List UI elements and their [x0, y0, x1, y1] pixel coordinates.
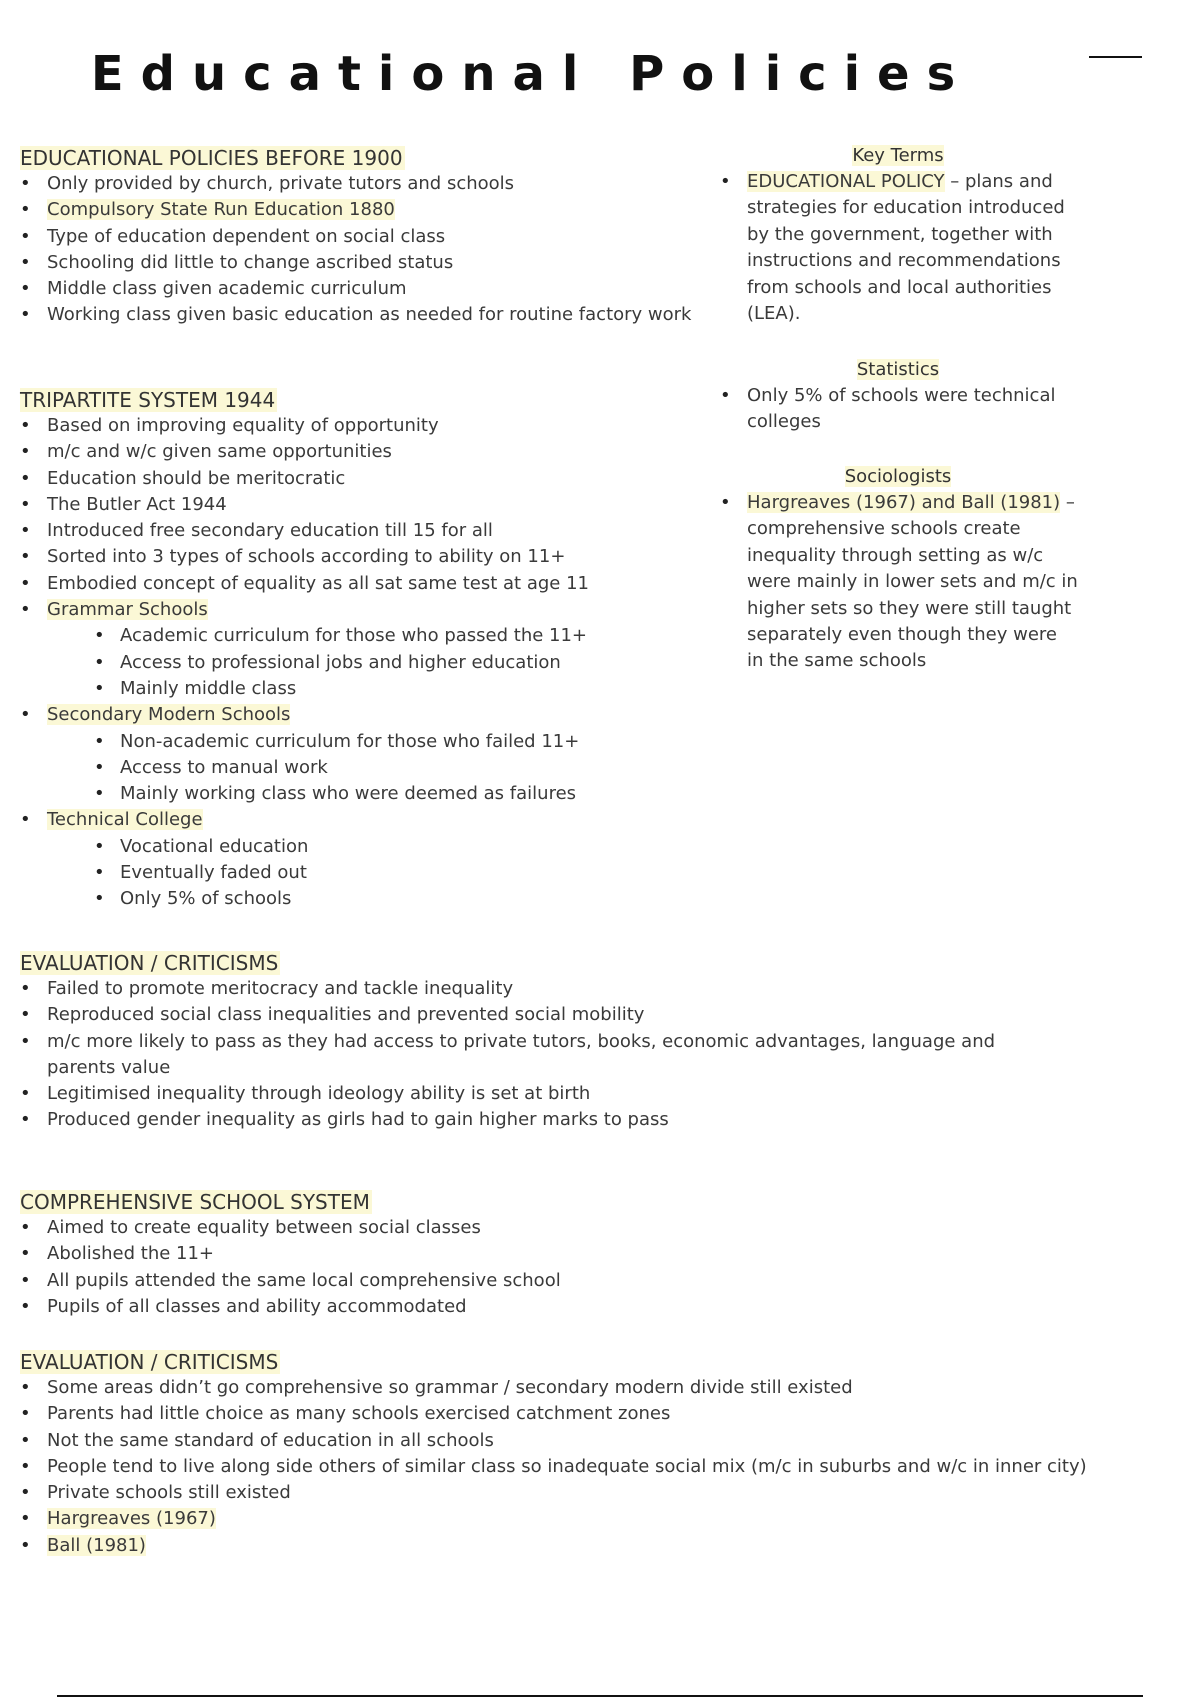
key-term-item [718, 169, 1078, 327]
key-term: EDUCATIONAL POLICY [747, 171, 945, 192]
bottom-rule [57, 1695, 1143, 1697]
section-evaluation-comprehensive [20, 1350, 1087, 1559]
section-heading: EVALUATION / CRITICISMS [20, 1350, 279, 1374]
key-terms-box [718, 143, 1078, 327]
list-item [20, 807, 589, 833]
statistics-heading [718, 357, 1078, 383]
list-item: • m/c and w/c given same opportunities [20, 439, 589, 465]
sociologists-item [718, 490, 1078, 675]
list-item: • Working class given basic education as needed for routine factory work [20, 302, 691, 328]
list-item: • Schooling did little to change ascribed status [20, 250, 691, 276]
list-item: • Aimed to create equality between social classes [20, 1215, 561, 1241]
technical-college-label: Technical College [47, 809, 203, 831]
sub-list-item: • Eventually faded out [20, 860, 589, 886]
grammar-schools-label: Grammar Schools [47, 599, 208, 621]
list-item: • All pupils attended the same local comprehensive school [20, 1268, 561, 1294]
list-item: • Reproduced social class inequalities and prevented social mobility [20, 1002, 1067, 1028]
secondary-modern-label: Secondary Modern Schools [47, 704, 291, 726]
list-item [20, 197, 691, 223]
list-item: • Abolished the 11+ [20, 1241, 561, 1267]
list-item [20, 597, 589, 623]
sub-list-item: • Non-academic curriculum for those who failed 11+ [20, 729, 589, 755]
statistics-heading-text: Statistics [856, 359, 940, 380]
sociologist-joiner: and [915, 492, 962, 513]
key-term-definition: – plans and strategies for education introduced by the government, together with instructions and recommendations from schools and local authorities (LEA). [747, 171, 1065, 325]
list-item: • m/c more likely to pass as they had access to private tutors, books, economic advantages, language and parents value [20, 1029, 1067, 1082]
section-heading: TRIPARTITE SYSTEM 1944 [20, 388, 276, 412]
statistics-item: • Only 5% of schools were technical colleges [718, 383, 1078, 436]
key-terms-heading [718, 143, 1078, 169]
list-item: • Based on improving equality of opportunity [20, 413, 589, 439]
page-title: Educational Policies [90, 46, 973, 102]
list-item [20, 1506, 1087, 1532]
list-item: • Type of education dependent on social class [20, 224, 691, 250]
sociologists-text: – comprehensive schools create inequality through setting as w/c were mainly in lower sets and m/c in higher sets so they were still taught separately even though they were in the same schools [747, 492, 1078, 672]
list-item: • Education should be meritocratic [20, 466, 589, 492]
sub-list-item: • Access to professional jobs and higher education [20, 650, 589, 676]
sociologists-heading [718, 464, 1078, 490]
section-heading: EDUCATIONAL POLICIES BEFORE 1900 [20, 146, 403, 170]
sociologists-heading-text: Sociologists [844, 466, 952, 487]
list-item: • Legitimised inequality through ideology ability is set at birth [20, 1081, 1067, 1107]
bullet-list [20, 1375, 1087, 1559]
section-evaluation-tripartite [20, 951, 1067, 1134]
reference-ball: Ball (1981) [47, 1534, 146, 1556]
section-comprehensive [20, 1190, 561, 1320]
list-item: • Failed to promote meritocracy and tackle inequality [20, 976, 1067, 1002]
top-dash-rule [1089, 56, 1142, 58]
list-item: • The Butler Act 1944 [20, 492, 589, 518]
list-item: • Only provided by church, private tutors and schools [20, 171, 691, 197]
list-item: • Embodied concept of equality as all sat same test at age 11 [20, 571, 589, 597]
sociologists-box [718, 464, 1078, 675]
list-item: • Produced gender inequality as girls had to gain higher marks to pass [20, 1107, 1067, 1133]
section-before-1900 [20, 146, 691, 329]
sub-list-item: • Academic curriculum for those who passed the 11+ [20, 623, 589, 649]
section-tripartite [20, 388, 589, 913]
sociologist-name: Hargreaves (1967) [747, 492, 916, 513]
list-item [20, 702, 589, 728]
section-heading: EVALUATION / CRITICISMS [20, 951, 279, 975]
reference-hargreaves: Hargreaves (1967) [47, 1508, 216, 1530]
list-item: • Pupils of all classes and ability accommodated [20, 1294, 561, 1320]
sub-list-item: • Only 5% of schools [20, 886, 589, 912]
key-terms-heading-text: Key Terms [852, 145, 944, 166]
sub-list-item: • Vocational education [20, 834, 589, 860]
list-item: • People tend to live along side others of similar class so inadequate social mix (m/c in suburbs and w/c in inner city) [20, 1454, 1087, 1480]
list-item: • Parents had little choice as many schools exercised catchment zones [20, 1401, 1087, 1427]
list-item: • Introduced free secondary education till 15 for all [20, 518, 589, 544]
bullet-list [20, 413, 589, 913]
list-item: • Not the same standard of education in all schools [20, 1428, 1087, 1454]
sociologist-name: Ball (1981) [961, 492, 1061, 513]
bullet-list [20, 1215, 561, 1320]
list-item: • Some areas didn’t go comprehensive so grammar / secondary modern divide still existed [20, 1375, 1087, 1401]
section-heading: COMPREHENSIVE SCHOOL SYSTEM [20, 1190, 370, 1214]
sub-list-item: • Mainly working class who were deemed as failures [20, 781, 589, 807]
list-item: • Sorted into 3 types of schools according to ability on 11+ [20, 544, 589, 570]
list-item: • Middle class given academic curriculum [20, 276, 691, 302]
list-item: • Private schools still existed [20, 1480, 1087, 1506]
statistics-box [718, 357, 1078, 436]
sub-list-item: • Access to manual work [20, 755, 589, 781]
list-item [20, 1533, 1087, 1559]
highlighted-text: Compulsory State Run Education 1880 [47, 199, 395, 221]
sub-list-item: • Mainly middle class [20, 676, 589, 702]
bullet-list [20, 171, 691, 329]
bullet-list [20, 976, 1067, 1134]
